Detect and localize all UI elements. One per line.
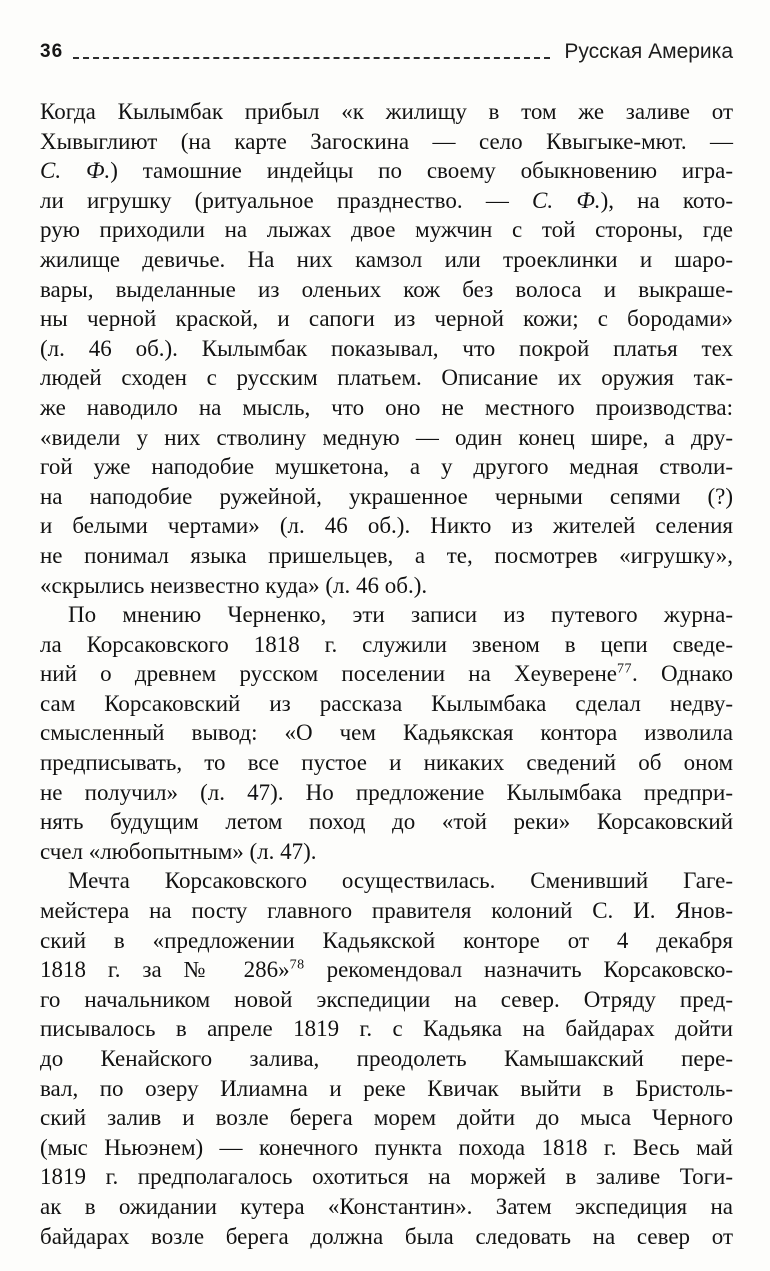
text-line: (мыс Ньюэнем) — конечного пункта похода 1818 г. Весь май [40, 1134, 733, 1160]
text-line: мейстера на посту главного правителя колоний С. И. Янов- [40, 898, 733, 924]
text-line: ла Корсаковского 1818 г. служили звеном в цепи сведе- [40, 631, 733, 657]
text-line: ак в ожидании кутера «Константин». Затем экспедиция на [40, 1193, 733, 1219]
text-line: «скрылись неизвестно куда» (л. 46 об.). [40, 572, 428, 598]
footnote-reference: 77 [616, 660, 632, 677]
running-title: Русская Америка [564, 40, 733, 63]
text-line: «видели у них стволину медную — один конец шире, а дру- [40, 424, 733, 450]
page-body [40, 97, 733, 1251]
page-number: 36 [40, 41, 64, 62]
text-line: на наподобие ружейной, украшенное черными сепями (?) [40, 483, 733, 509]
text-line: сам Корсаковский из рассказа Кылымбака сделал недву- [40, 690, 733, 716]
text-line: рую приходили на лыжах двое мужчин с той стороны, где [40, 217, 733, 243]
text-line: нять будущим летом поход до «той реки» Корсаковский [40, 809, 733, 835]
header-rule [73, 57, 550, 59]
text-line: до Кенайского залива, преодолеть Камышакский пере- [40, 1046, 733, 1071]
text-line: гой уже наподобие мушкетона, а у другого медная стволи- [40, 454, 733, 480]
text-line: (л. 46 об.). Кылымбак показывал, что покрой платья тех [40, 335, 733, 361]
text-line: ли игрушку (ритуальное празднество. — С. Ф.), на кото- [40, 187, 733, 213]
text-line: Мечта Корсаковского осуществилась. Сменивший Гаге- [68, 868, 733, 894]
text-line: ний о древнем русском поселении на Хеуверене$^{77}$. Однако [40, 660, 733, 687]
text-line: писывалось в апреле 1819 г. с Кадьяка на байдарах дойти [40, 1016, 733, 1042]
text-line: ны черной краской, и сапоги из черной кожи; с бородами» [40, 306, 733, 332]
text-line: ский в «предложении Кадьякской конторе от 4 декабря [40, 927, 733, 953]
text-line: предписывать, то все пустое и никаких сведений об оном [40, 750, 733, 776]
paragraph [40, 97, 733, 600]
text-line: людей сходен с русским платьем. Описание их оружия так- [40, 365, 733, 391]
italic-segment: С. Ф. [532, 187, 601, 213]
text-line: Хывыглиют (на карте Загоскина — село Квыгыке-мют. — [40, 128, 733, 154]
footnote-reference: 78 [289, 956, 305, 973]
text-line: не понимал языка пришельцев, а те, посмотрев «игрушку», [40, 542, 733, 568]
text-line: вал, по озеру Илиамна и реке Квичак выйти в Бристоль- [40, 1075, 733, 1101]
text-line: По мнению Черненко, эти записи из путевого журна- [68, 602, 733, 628]
text-line: Когда Кылымбак прибыл «к жилищу в том же заливе от [40, 99, 733, 124]
text-line: счел «любопытным» (л. 47). [40, 838, 317, 864]
text-line: же наводило на мысль, что оно не местного производства: [40, 394, 733, 420]
text-line: не получил» (л. 47). Но предложение Кылымбака предпри- [40, 779, 733, 805]
text-line: С. Ф.) тамошние индейцы по своему обыкновению игра- [40, 158, 733, 184]
text-line: го начальником новой экспедиции на север. Отряду пред- [40, 986, 733, 1012]
text-line: вары, выделанные из оленьих кож без волоса и выкраше- [40, 276, 733, 302]
running-header [40, 36, 733, 62]
text-line: и белыми чертами» (л. 46 об.). Никто из жителей селения [40, 513, 733, 539]
text-line: ский залив и возле берега морем дойти до мыса Черного [40, 1105, 733, 1131]
italic-segment: С. Ф. [40, 158, 111, 184]
text-line: смысленный вывод: «О чем Кадьякская контора изволила [40, 720, 733, 746]
text-line: жилище девичье. На них камзол или троеклинки и шаро- [40, 246, 733, 272]
text-line: 1819 г. предполагалось охотиться на моржей в заливе Тоги- [40, 1164, 733, 1190]
paragraph [40, 866, 733, 1251]
paragraph [40, 600, 733, 866]
text-line: 1818 г. за № 286»$^{78}$ рекомендовал назначить Корсаковско- [40, 956, 734, 983]
text-line: байдарах возле берега должна была следовать на север от [40, 1223, 733, 1249]
